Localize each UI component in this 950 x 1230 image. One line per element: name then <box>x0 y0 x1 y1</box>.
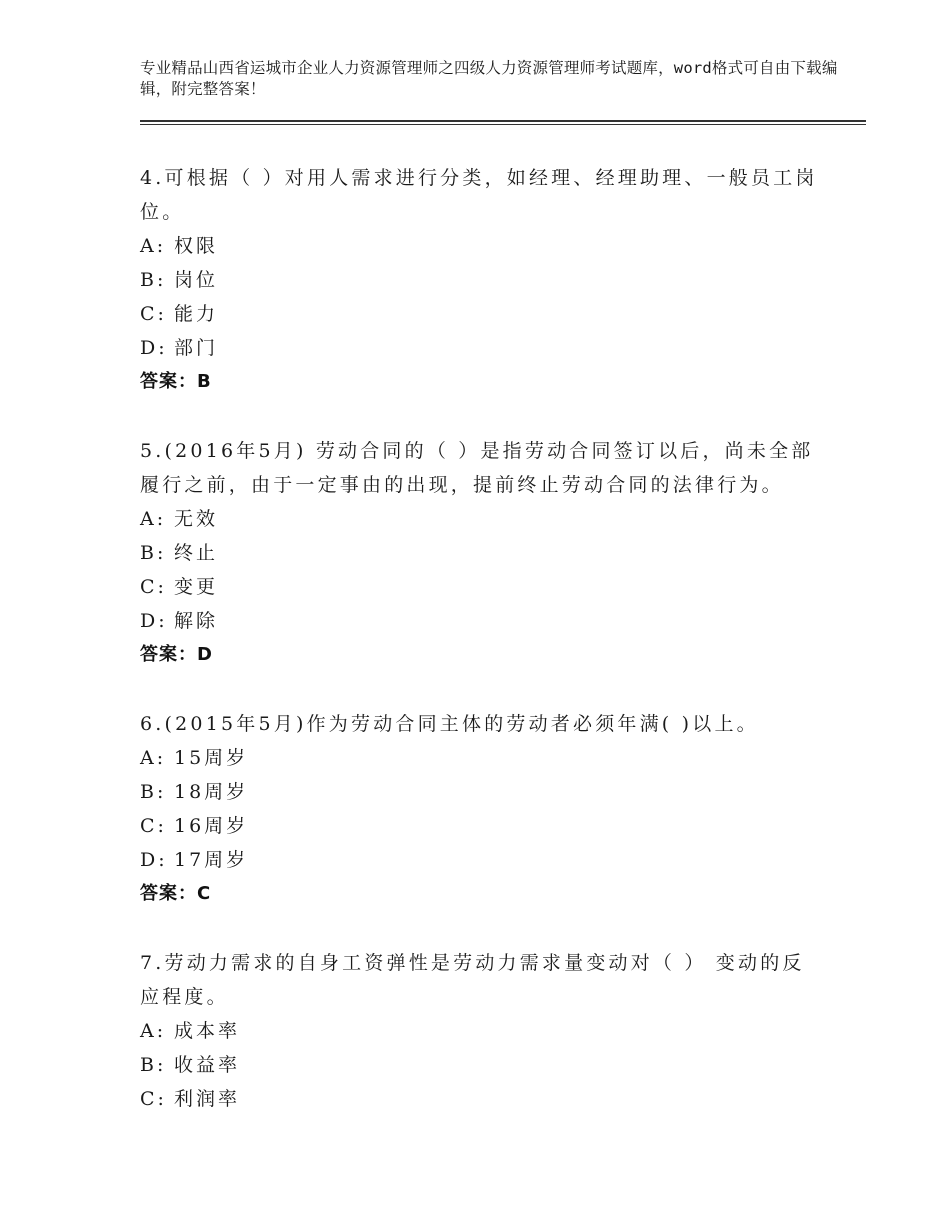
divider-line-thick <box>140 120 866 122</box>
option-letter: B: <box>140 1054 167 1076</box>
option-text: 权限 <box>174 235 219 257</box>
option-a <box>140 1014 820 1048</box>
option-letter: B: <box>140 269 167 291</box>
question-7 <box>140 946 820 1116</box>
header-divider <box>140 120 866 125</box>
divider-line-thin <box>140 124 866 125</box>
option-b <box>140 263 820 297</box>
option-c <box>140 809 820 843</box>
option-text: 无效 <box>174 508 219 530</box>
answer-label: 答案：B <box>140 371 212 392</box>
answer-label: 答案：D <box>140 644 213 665</box>
option-d <box>140 843 820 877</box>
option-c <box>140 570 820 604</box>
option-a <box>140 229 820 263</box>
question-stem: 4.可根据（ ）对用人需求进行分类，如经理、经理助理、一般员工岗位。 <box>140 167 818 223</box>
option-letter: A: <box>140 508 167 530</box>
question-stem: 6.(2015年5月)作为劳动合同主体的劳动者必须年满( )以上。 <box>140 713 759 735</box>
option-text: 17周岁 <box>174 849 249 871</box>
option-text: 利润率 <box>174 1088 241 1110</box>
option-text: 变更 <box>174 576 219 598</box>
question-6 <box>140 707 820 911</box>
option-letter: C: <box>140 1088 167 1110</box>
option-a <box>140 741 820 775</box>
option-text: 收益率 <box>174 1054 241 1076</box>
option-text: 18周岁 <box>174 781 249 803</box>
option-b <box>140 1048 820 1082</box>
option-text: 15周岁 <box>174 747 249 769</box>
option-letter: D: <box>140 610 168 632</box>
option-c <box>140 1082 820 1116</box>
option-d <box>140 331 820 365</box>
question-5 <box>140 434 820 672</box>
option-a <box>140 502 820 536</box>
option-text: 能力 <box>174 303 219 325</box>
option-letter: C: <box>140 815 167 837</box>
question-stem: 5.(2016年5月) 劳动合同的（ ）是指劳动合同签订以后，尚未全部履行之前，由于一定事由的出现，提前终止劳动合同的法律行为。 <box>140 440 814 496</box>
option-text: 部门 <box>174 337 219 359</box>
option-letter: A: <box>140 235 167 257</box>
option-b <box>140 536 820 570</box>
option-letter: D: <box>140 337 168 359</box>
option-text: 解除 <box>174 610 219 632</box>
document-header: 专业精品山西省运城市企业人力资源管理师之四级人力资源管理师考试题库，word格式可自由下载编辑，附完整答案！ <box>140 59 838 98</box>
option-text: 岗位 <box>174 269 219 291</box>
option-letter: B: <box>140 781 167 803</box>
option-letter: C: <box>140 303 167 325</box>
option-text: 终止 <box>174 542 219 564</box>
option-c <box>140 297 820 331</box>
option-b <box>140 775 820 809</box>
option-letter: A: <box>140 747 167 769</box>
answer-label: 答案：C <box>140 883 212 904</box>
option-letter: A: <box>140 1020 167 1042</box>
option-text: 成本率 <box>174 1020 241 1042</box>
question-4 <box>140 161 820 399</box>
option-d <box>140 604 820 638</box>
option-text: 16周岁 <box>174 815 249 837</box>
question-stem: 7.劳动力需求的自身工资弹性是劳动力需求量变动对（ ） 变动的反应程度。 <box>140 952 805 1008</box>
option-letter: B: <box>140 542 167 564</box>
option-letter: D: <box>140 849 168 871</box>
option-letter: C: <box>140 576 167 598</box>
